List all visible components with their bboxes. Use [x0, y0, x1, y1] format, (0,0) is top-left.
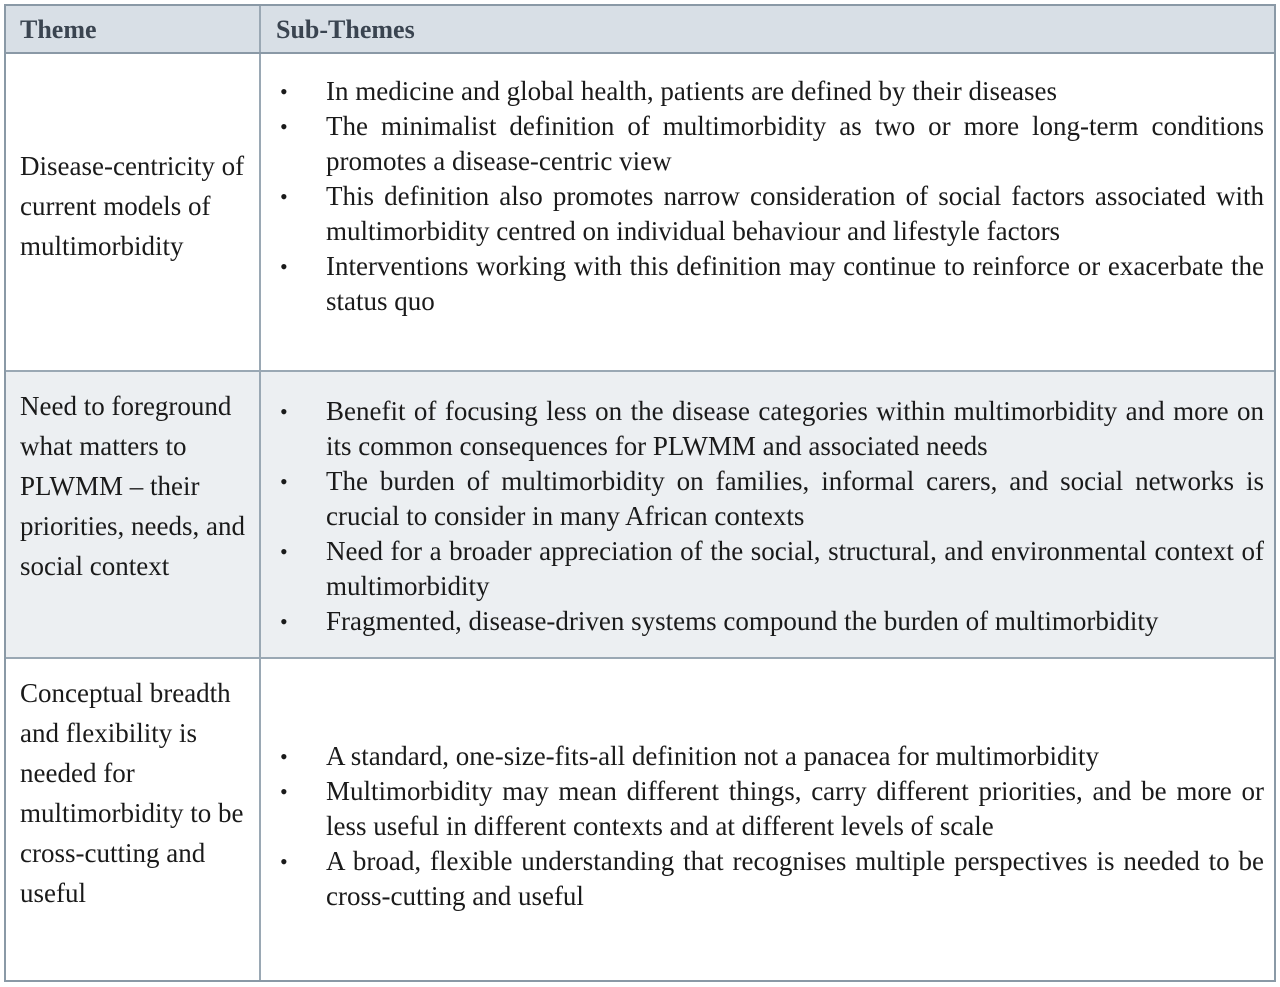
- column-divider: [259, 54, 261, 370]
- subtheme-text: Need for a broader appreciation of the social, structural, and environmental context of multimorbidity: [326, 536, 1264, 601]
- subtheme-text: Benefit of focusing less on the disease categories within multimorbidity and more on its common consequences for PLWMM and associated needs: [326, 396, 1264, 461]
- bullet-icon: •: [280, 779, 288, 804]
- column-divider: [259, 659, 261, 980]
- bullet-icon: •: [280, 609, 288, 634]
- list-item: [276, 109, 1264, 179]
- list-item: [276, 249, 1264, 319]
- list-item: [276, 394, 1264, 464]
- bullet-icon: •: [280, 254, 288, 279]
- subtheme-text: The minimalist definition of multimorbidity as two or more long-term conditions promotes a disease-centric view: [326, 111, 1264, 176]
- bullet-icon: •: [280, 399, 288, 424]
- subtheme-text: A broad, flexible understanding that recognises multiple perspectives is needed to be cross-cutting and useful: [326, 846, 1264, 911]
- subtheme-text: A standard, one-size-fits-all definition not a panacea for multimorbidity: [326, 741, 1100, 771]
- theme-cell: Disease-centricity of current models of multimorbidity: [20, 151, 245, 261]
- list-item: [276, 179, 1264, 249]
- table-row: [6, 659, 1274, 980]
- bullet-icon: •: [280, 184, 288, 209]
- table-row: [6, 372, 1274, 659]
- theme-cell: Need to foreground what matters to PLWMM – their priorities, needs, and social context: [20, 391, 245, 581]
- bullet-icon: •: [280, 469, 288, 494]
- bullet-icon: •: [280, 744, 288, 769]
- bullet-icon: •: [280, 114, 288, 139]
- subtheme-text: Fragmented, disease-driven systems compound the burden of multimorbidity: [326, 606, 1159, 636]
- bullet-icon: •: [280, 79, 288, 104]
- column-divider: [259, 372, 261, 657]
- subtheme-text: In medicine and global health, patients are defined by their diseases: [326, 76, 1057, 106]
- table-header-row: [6, 6, 1274, 54]
- list-item: [276, 74, 1264, 109]
- subtheme-text: Multimorbidity may mean different things, carry different priorities, and be more or less useful in different contexts and at different levels of scale: [326, 776, 1264, 841]
- bullet-icon: •: [280, 539, 288, 564]
- list-item: [276, 739, 1264, 774]
- list-item: [276, 534, 1264, 604]
- list-item: [276, 774, 1264, 844]
- theme-cell: Conceptual breadth and flexibility is needed for multimorbidity to be cross-cutting and useful: [20, 678, 244, 908]
- subtheme-text: The burden of multimorbidity on families, informal carers, and social networks is crucial to consider in many African contexts: [326, 466, 1264, 531]
- list-item: [276, 464, 1264, 534]
- themes-table: [4, 4, 1276, 982]
- subtheme-list: [276, 74, 1264, 319]
- bullet-icon: •: [280, 849, 288, 874]
- list-item: [276, 604, 1264, 639]
- column-header-theme: Theme: [20, 15, 97, 44]
- column-header-subthemes: Sub-Themes: [276, 15, 415, 44]
- subtheme-list: [276, 739, 1264, 914]
- list-item: [276, 844, 1264, 914]
- column-divider: [259, 6, 261, 52]
- subtheme-text: Interventions working with this definition may continue to reinforce or exacerbate the status quo: [326, 251, 1264, 316]
- subtheme-list: [276, 394, 1264, 639]
- table-row: [6, 54, 1274, 372]
- subtheme-text: This definition also promotes narrow consideration of social factors associated with multimorbidity centred on individual behaviour and lifestyle factors: [326, 181, 1264, 246]
